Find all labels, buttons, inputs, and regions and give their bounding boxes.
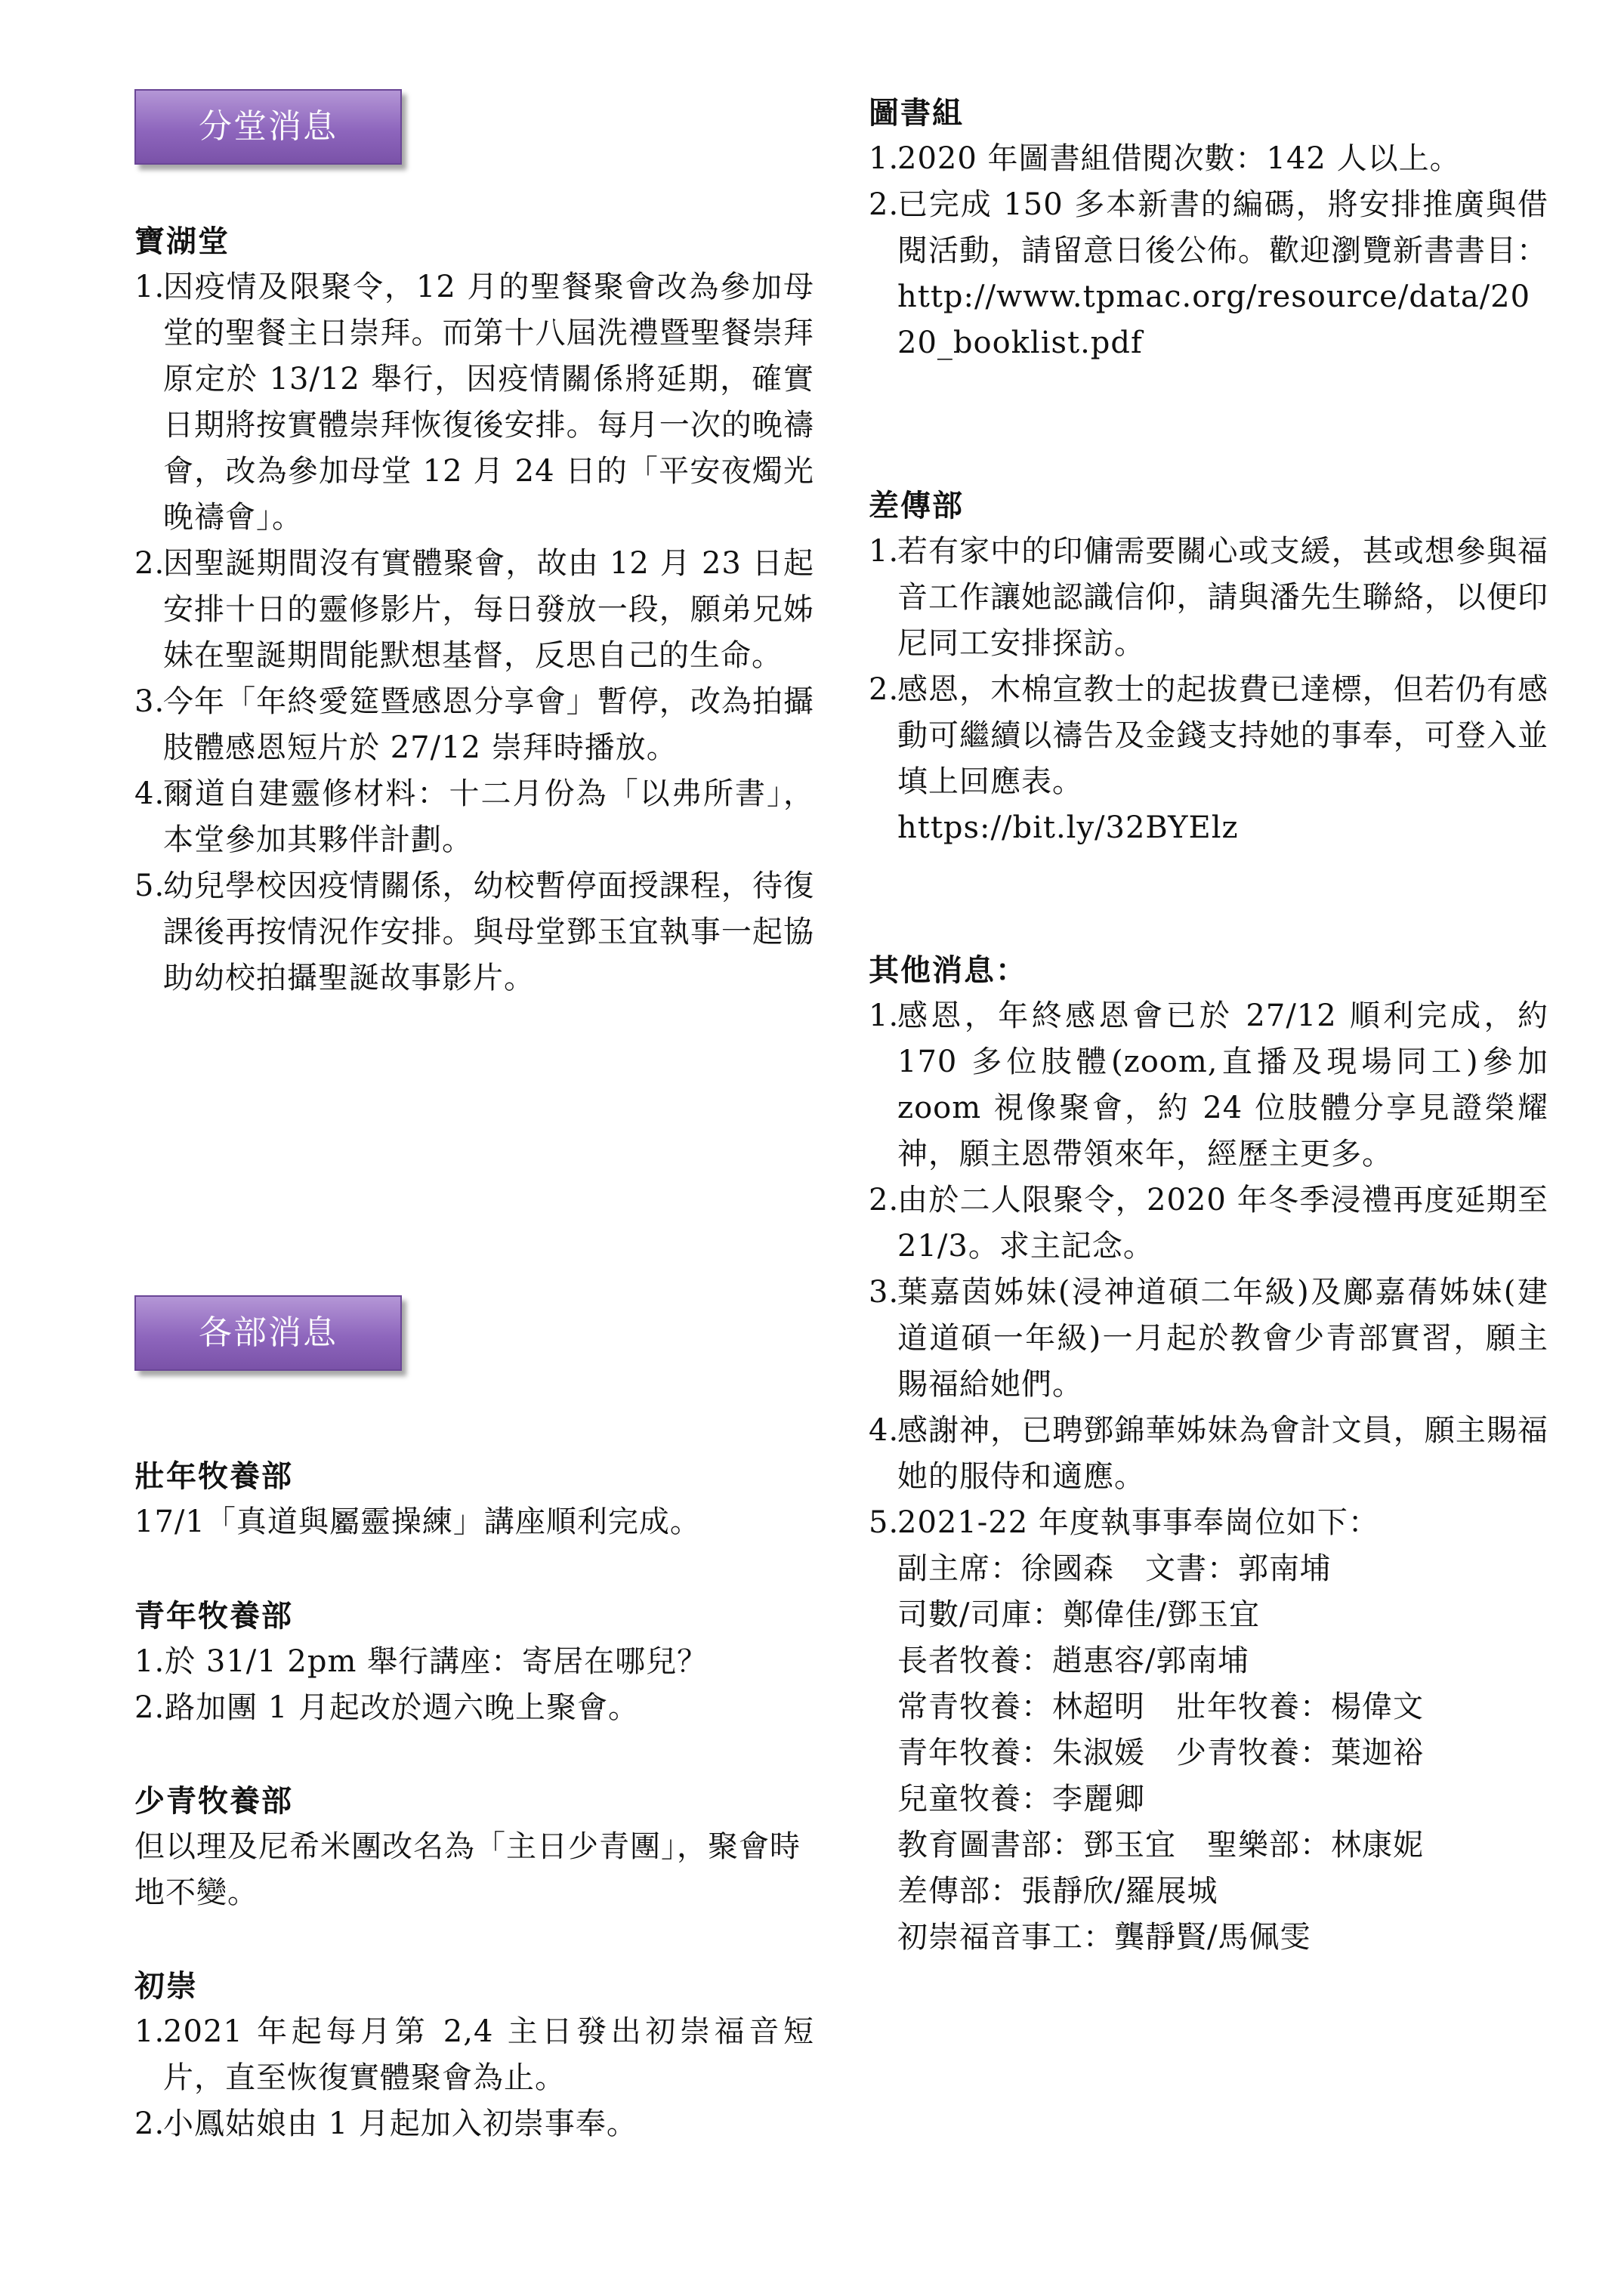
response-form-link[interactable]: https://bit.ly/32BYElz <box>897 810 1239 845</box>
list-item: 1.於 31/1 2pm 舉行講座：寄居在哪兒？ <box>134 1644 709 1679</box>
mission-list <box>869 529 1548 851</box>
other-news-heading: 其他消息： <box>869 952 1027 988</box>
chuchong-list <box>134 2009 814 2147</box>
deacon-role-line: 青年牧養：朱淑媛 少青牧養：葉迦裕 <box>897 1736 1424 1770</box>
deacon-role-line: 司數/司庫：鄭偉佳/鄧玉宜 <box>897 1597 1260 1632</box>
deacon-roles-item: 5. 2021-22 年度執事事奉崗位如下： 副主席：徐國森 文書：郭南埔 司數/司庫：鄭偉佳/鄧玉宜 長者牧養：趙惠容/郭南埔 常青牧養：林超明 壯年牧養：楊偉文 青年牧養：朱淑媛 少青牧養：葉迦裕 兒童牧養：李麗卿 教育圖書部：鄧玉宜 聖樂部：林康妮 差傳部：張靜欣/羅展城 初崇福音事工：龔靜賢/馬佩雯 <box>869 1500 1548 1961</box>
list-item: 1. 若有家中的印傭需要關心或支緩，甚或想參與福音工作讓她認識信仰，請與潘先生聯絡，以便印尼同工安排探訪。 <box>869 534 1548 661</box>
branch-news-banner: 分堂消息 <box>134 89 402 165</box>
booklist-link[interactable]: http://www.tpmac.org/resource/data/2020_booklist.pdf <box>897 279 1531 360</box>
list-item: 4. 爾道自建靈修材料：十二月份為「以弗所書」，本堂參加其夥伴計劃。 <box>134 776 814 857</box>
qingnian-section <box>134 1594 814 1731</box>
deacon-role-line: 兒童牧養：李麗卿 <box>897 1782 1145 1816</box>
zhuangnian-section <box>134 1454 814 1545</box>
baohu-section <box>134 219 814 1001</box>
deacon-role-line: 副主席：徐國森 文書：郭南埔 <box>897 1551 1331 1586</box>
list-item: 1. 因疫情及限聚令，12 月的聖餐聚會改為參加母堂的聖餐主日崇拜。而第十八屆洗禮暨聖餐崇拜原定於 13/12 舉行，因疫情關係將延期，確實日期將按實體崇拜恢復後安排。每月一次的晚禱會，改為參加母堂 12 月 24 日的「平安夜燭光晚禱會」。 <box>134 270 814 535</box>
department-news-banner: 各部消息 <box>134 1295 402 1371</box>
list-item: 2. 感恩，木棉宣教士的起拔費已達標，但若仍有感動可繼續以禱告及金錢支持她的事奉，可登入並填上回應表。 https://bit.ly/32BYElz <box>869 667 1548 851</box>
list-item: 1. 感恩，年終感恩會已於 27/12 順利完成，約 170 多位肢體(zoom,直播及現場同工)參加 zoom 視像聚會，約 24 位肢體分享見證榮耀神，願主恩帶領來年，經歷主更多。 <box>869 998 1548 1171</box>
library-heading: 圖書組 <box>869 95 964 131</box>
shaoqing-text: 但以理及尼希米團改名為「主日少青團」，聚會時地不變。 <box>134 1829 801 1910</box>
qingnian-heading: 青年牧養部 <box>134 1598 293 1634</box>
list-item: 2.路加團 1 月起改於週六晚上聚會。 <box>134 1690 640 1725</box>
list-item: 1. 2021 年起每月第 2,4 主日發出初崇福音短片，直至恢復實體聚會為止。 <box>134 2014 814 2095</box>
list-item: 5. 幼兒學校因疫情關係，幼校暫停面授課程，待復課後再按情況作安排。與母堂鄧玉宜執事一起協助幼校拍攝聖誕故事影片。 <box>134 869 814 995</box>
list-item: 2. 因聖誕期間沒有實體聚會，故由 12 月 23 日起安排十日的靈修影片，每日發放一段，願弟兄姊妹在聖誕期間能默想基督，反思自己的生命。 <box>134 546 814 673</box>
deacon-role-line: 常青牧養：林超明 壯年牧養：楊偉文 <box>897 1690 1424 1724</box>
library-section <box>869 91 1548 366</box>
chuchong-section <box>134 1964 814 2147</box>
mission-section <box>869 483 1548 851</box>
list-item: 2. 小鳳姑娘由 1 月起加入初崇事奉。 <box>134 2106 638 2141</box>
list-item: 3. 葉嘉茵姊妹(浸神道碩二年級)及鄺嘉蒨姊妹(建道道碩一年級)一月起於教會少青部實習，願主賜福給她們。 <box>869 1275 1548 1402</box>
other-news-section <box>869 948 1548 1961</box>
shaoqing-section <box>134 1779 814 1916</box>
list-item: 2. 由於二人限聚令，2020 年冬季浸禮再度延期至 21/3。求主記念。 <box>869 1183 1548 1264</box>
other-news-list <box>869 993 1548 1961</box>
list-item: 1. 2020 年圖書組借閱次數：142 人以上。 <box>869 141 1461 176</box>
chuchong-heading: 初崇 <box>134 1968 198 2004</box>
deacon-role-line: 教育圖書部：鄧玉宜 聖樂部：林康妮 <box>897 1828 1424 1862</box>
zhuangnian-heading: 壯年牧養部 <box>134 1458 293 1494</box>
list-item: 3. 今年「年終愛筵暨感恩分享會」暫停，改為拍攝肢體感恩短片於 27/12 崇拜時播放。 <box>134 684 814 765</box>
list-item: 2. 已完成 150 多本新書的編碼，將安排推廣與借閱活動，請留意日後公佈。歡迎瀏覽新書書目： http://www.tpmac.org/resource/data/2020_booklist.pdf <box>869 182 1548 366</box>
zhuangnian-text: 17/1「真道與屬靈操練」講座順利完成。 <box>134 1504 701 1539</box>
mission-heading: 差傳部 <box>869 488 964 523</box>
library-list <box>869 136 1548 366</box>
deacon-role-line: 初崇福音事工：龔靜賢/馬佩雯 <box>897 1920 1311 1955</box>
deacon-role-line: 差傳部：張靜欣/羅展城 <box>897 1874 1218 1909</box>
deacon-role-line: 長者牧養：趙惠容/郭南埔 <box>897 1643 1249 1678</box>
baohu-heading: 寶湖堂 <box>134 224 230 259</box>
qingnian-list <box>134 1639 814 1731</box>
shaoqing-heading: 少青牧養部 <box>134 1783 293 1819</box>
baohu-list <box>134 264 814 1001</box>
list-item: 4. 感謝神，已聘鄧錦華姊妹為會計文員，願主賜福她的服侍和適應。 <box>869 1413 1548 1494</box>
